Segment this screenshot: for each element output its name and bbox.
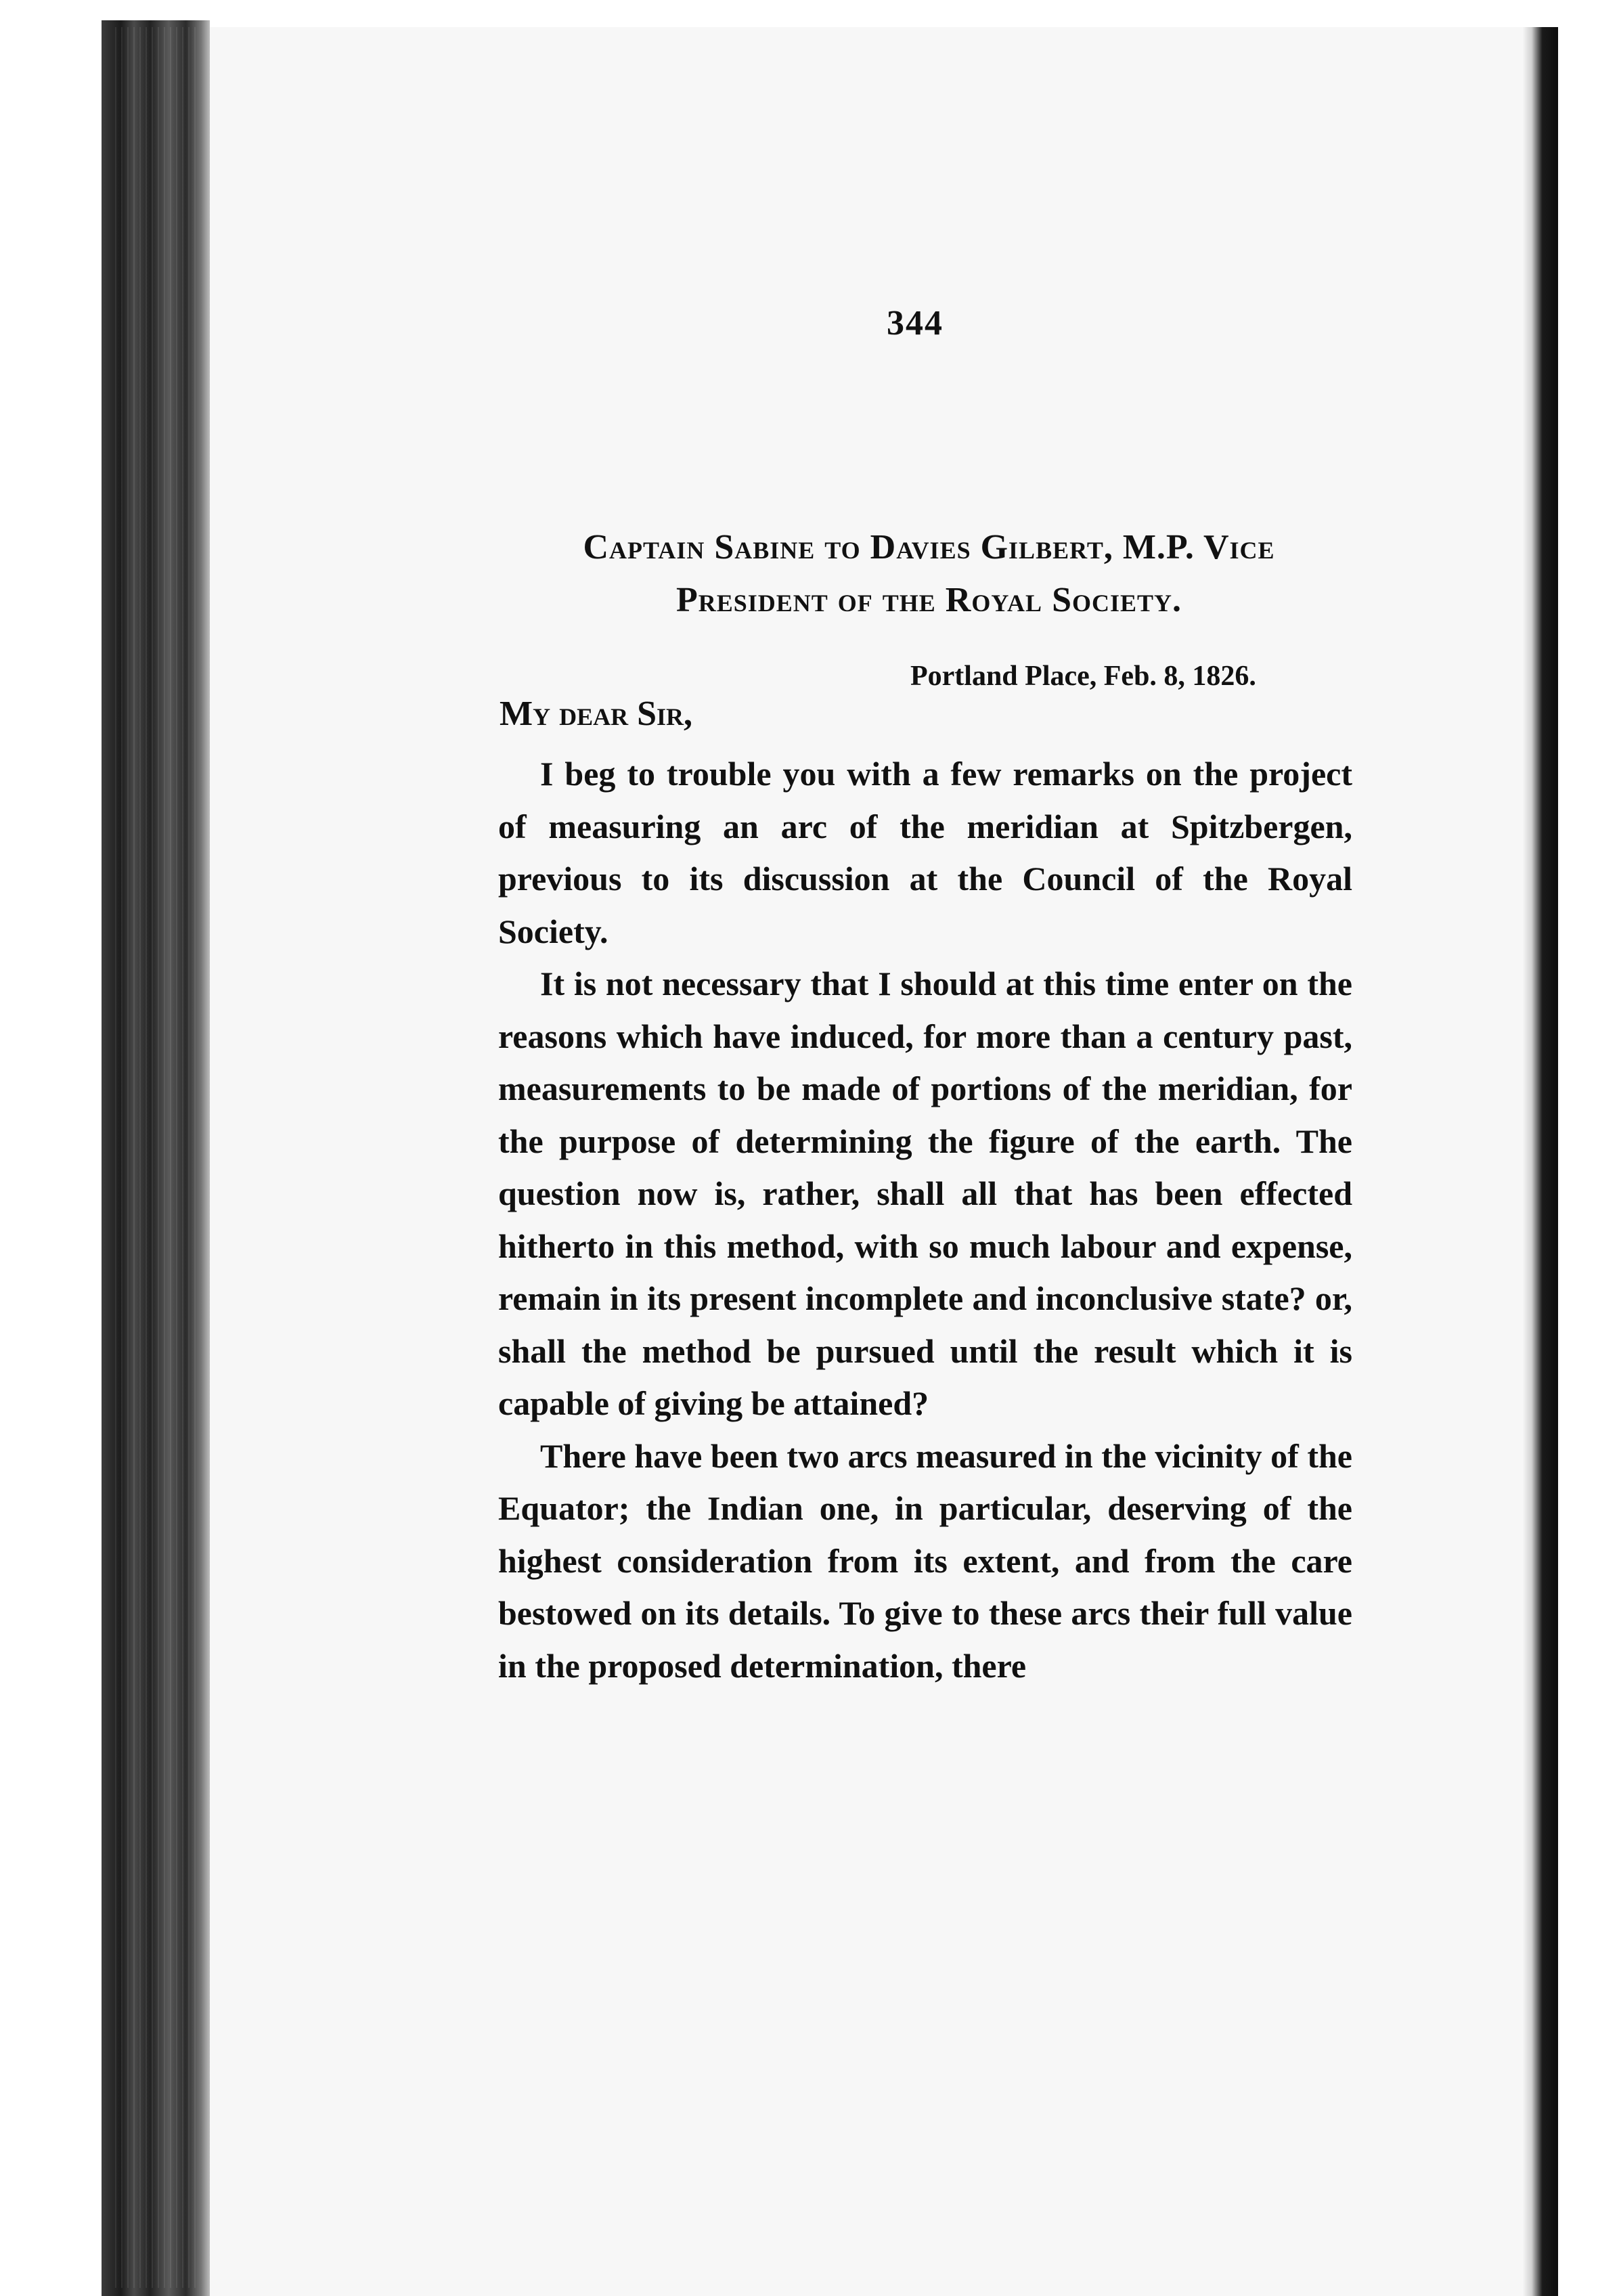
dateline: Portland Place, Feb. 8, 1826. [910,661,1256,692]
letter-body [498,748,1352,1692]
heading-line-1: Captain Sabine to Davies Gilbert, M.P. Vice [583,528,1275,567]
paragraph-1: I beg to trouble you with a few remarks on the project of measuring an arc of the meridian at Spitzbergen, previous to its discussion at the Council of the Royal Society. [498,755,1352,950]
page-edges-texture [115,27,196,2288]
heading-line-2: President of the Royal Society. [675,581,1182,619]
page-number: 344 [887,304,944,343]
paragraph-2: It is not necessary that I should at this time enter on the reasons which have induced, for more than a century past, measurements to be made of portions of the meridian, for the purpose of determining the figure of the earth. The question now is, rather, shall all that has been effected hitherto in this method, with so much labour and expense, remain in its present incomplete and inconclusive state? or, shall the method be pursued until the result which it is capable of giving be attained? [498,965,1352,1422]
salutation: My dear Sir, [500,694,693,733]
right-page-edge [1523,27,1558,2296]
paragraph-3: There have been two arcs measured in the vicinity of the Equator; the Indian one, in particular, deserving of the highest consideration from its extent, and from the care bestowed on its details. To give to these arcs their full value in the proposed determination, there [498,1436,1352,1685]
letter-heading [497,521,1360,627]
